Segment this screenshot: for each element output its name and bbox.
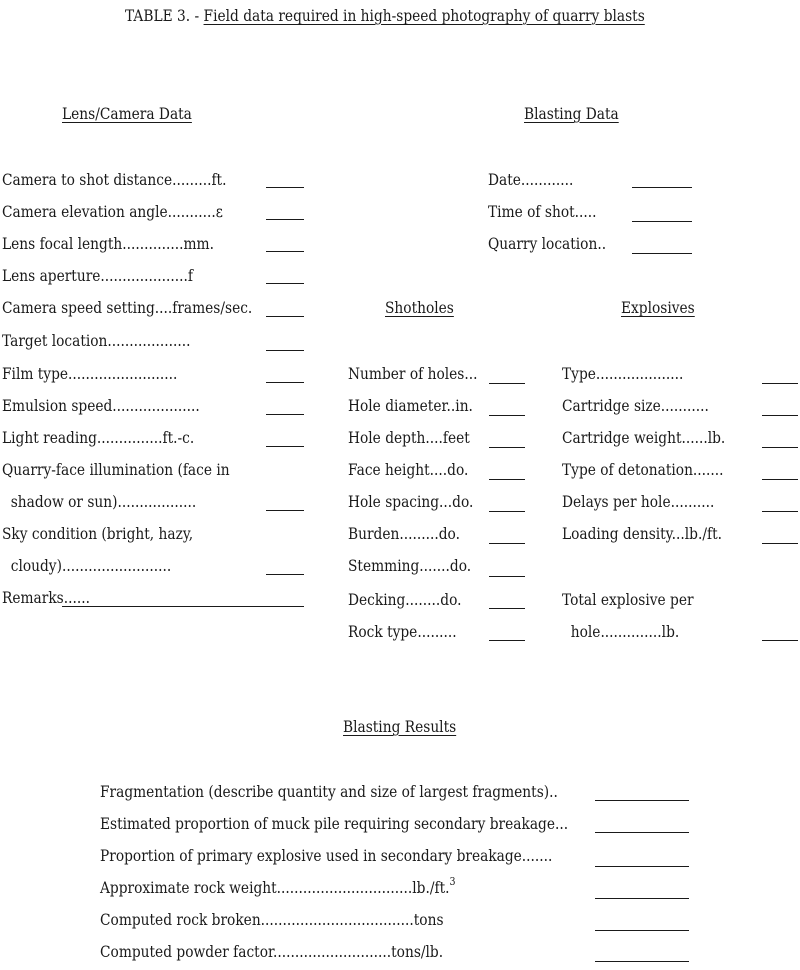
muck-pile-field[interactable] [595, 832, 689, 833]
light-reading-field[interactable] [266, 446, 304, 447]
focal-length-field[interactable] [266, 251, 304, 252]
loading-density-field[interactable] [762, 543, 798, 544]
shotholes-item: Face height....do. [348, 460, 469, 479]
explosives-item: Cartridge weight......lb. [562, 428, 726, 447]
hole-spacing-field[interactable] [489, 511, 525, 512]
number-of-holes-field[interactable] [489, 383, 525, 384]
lens-camera-heading: Lens/Camera Data [62, 104, 192, 123]
sky-condition-field[interactable] [266, 574, 304, 575]
illumination-field[interactable] [266, 510, 304, 511]
remarks-field[interactable] [62, 606, 304, 607]
lens-camera-item: Sky condition (bright, hazy, [2, 524, 194, 543]
cubic-superscript: 3 [449, 875, 456, 888]
shotholes-item: Hole diameter..in. [348, 396, 473, 415]
lens-camera-item: Camera elevation angle...........ε [2, 202, 223, 221]
shotholes-item: Stemming.......do. [348, 556, 472, 575]
camera-speed-field[interactable] [266, 316, 304, 317]
table-title-line [125, 6, 645, 26]
lens-camera-item: Camera speed setting....frames/sec. [2, 298, 253, 317]
lens-camera-item: shadow or sun).................. [2, 492, 197, 511]
cartridge-size-field[interactable] [762, 415, 798, 416]
lens-camera-item: cloudy)......................... [2, 556, 172, 575]
blasting-data-item: Time of shot..... [488, 202, 597, 221]
shotholes-item: Hole spacing...do. [348, 492, 474, 511]
explosives-heading: Explosives [621, 298, 695, 317]
face-height-field[interactable] [489, 479, 525, 480]
results-item: Computed powder factor...........................tons/lb. [100, 942, 444, 961]
lens-camera-item: Camera to shot distance.........ft. [2, 170, 227, 189]
explosive-type-field[interactable] [762, 383, 798, 384]
explosives-item: Loading density...lb./ft. [562, 524, 722, 543]
results-item: Fragmentation (describe quantity and size of largest fragments).. [100, 782, 558, 801]
hole-diameter-field[interactable] [489, 415, 525, 416]
shotholes-item: Hole depth....feet [348, 428, 470, 447]
shotholes-item: Decking........do. [348, 590, 462, 609]
film-type-field[interactable] [266, 382, 304, 383]
powder-factor-field[interactable] [595, 961, 689, 962]
table-title: Field data required in high-speed photography of quarry blasts [203, 6, 645, 25]
decking-field[interactable] [489, 608, 525, 609]
explosives-item: Type of detonation....... [562, 460, 724, 479]
quarry-location-field[interactable] [632, 253, 692, 254]
blasting-data-item: Quarry location.. [488, 234, 607, 253]
cartridge-weight-field[interactable] [762, 447, 798, 448]
lens-camera-item: Lens focal length..............mm. [2, 234, 214, 253]
lens-camera-item: Quarry-face illumination (face in [2, 460, 230, 479]
results-item: Proportion of primary explosive used in secondary breakage....... [100, 846, 553, 865]
rock-weight-label: Approximate rock weight...............................lb./ft. [100, 878, 450, 897]
blasting-results-heading: Blasting Results [343, 717, 457, 736]
results-item: Estimated proportion of muck pile requiring secondary breakage... [100, 814, 569, 833]
shotholes-item: Burden.........do. [348, 524, 460, 543]
lens-camera-item: Light reading...............ft.-c. [2, 428, 195, 447]
camera-distance-field[interactable] [266, 187, 304, 188]
blasting-data-item: Date............ [488, 170, 574, 189]
target-location-field[interactable] [266, 350, 304, 351]
shotholes-item: Number of holes... [348, 364, 478, 383]
time-of-shot-field[interactable] [632, 221, 692, 222]
lens-camera-item: Lens aperture....................f [2, 266, 194, 285]
lens-camera-item: Film type......................... [2, 364, 178, 383]
explosives-item: Delays per hole.......... [562, 492, 715, 511]
rock-weight-field[interactable] [595, 898, 689, 899]
shotholes-heading: Shotholes [385, 298, 454, 317]
explosives-item: Total explosive per [562, 590, 694, 609]
secondary-explosive-field[interactable] [595, 866, 689, 867]
hole-depth-field[interactable] [489, 447, 525, 448]
results-item: Computed rock broken...................................tons [100, 910, 444, 929]
lens-camera-item: Emulsion speed.................... [2, 396, 200, 415]
explosives-item: Type.................... [562, 364, 684, 383]
lens-camera-item: Target location................... [2, 331, 191, 350]
emulsion-speed-field[interactable] [266, 414, 304, 415]
stemming-field[interactable] [489, 576, 525, 577]
table-number: TABLE 3. - [125, 6, 204, 25]
results-item-rock-weight [100, 875, 456, 900]
fragmentation-field[interactable] [595, 800, 689, 801]
elevation-angle-field[interactable] [266, 219, 304, 220]
delays-per-hole-field[interactable] [762, 511, 798, 512]
rock-type-field[interactable] [489, 640, 525, 641]
date-field[interactable] [632, 187, 692, 188]
explosives-item: Cartridge size........... [562, 396, 709, 415]
remarks-label: Remarks...... [2, 588, 90, 607]
explosives-item: hole..............lb. [562, 622, 680, 641]
burden-field[interactable] [489, 543, 525, 544]
blasting-data-heading: Blasting Data [524, 104, 619, 123]
total-explosive-field[interactable] [762, 640, 798, 641]
lens-aperture-field[interactable] [266, 283, 304, 284]
shotholes-item: Rock type......... [348, 622, 457, 641]
rock-broken-field[interactable] [595, 930, 689, 931]
detonation-type-field[interactable] [762, 479, 798, 480]
